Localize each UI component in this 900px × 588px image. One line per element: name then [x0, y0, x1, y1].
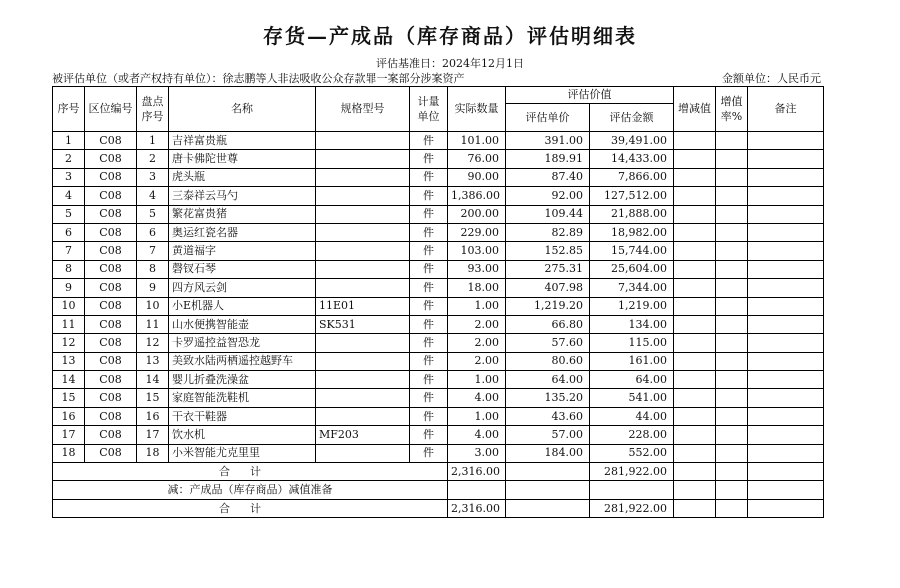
cell-unit: 件: [410, 132, 448, 150]
cell-spec: [316, 389, 410, 407]
inventory-table: [52, 86, 824, 518]
cell-rate: [716, 260, 748, 278]
cell-qty: 1.00: [448, 371, 506, 389]
header-spec: 规格型号: [316, 87, 410, 132]
cell-unit: 件: [410, 242, 448, 260]
cell-unit-price: 57.00: [506, 426, 590, 444]
cell-area-code: C08: [85, 168, 137, 186]
cell-qty: 76.00: [448, 150, 506, 168]
cell-increase: [674, 187, 716, 205]
cell-qty: 103.00: [448, 242, 506, 260]
cell-qty: 1,386.00: [448, 187, 506, 205]
cell-increase: [674, 260, 716, 278]
cell-seq: 6: [53, 223, 85, 241]
cell-area-code: C08: [85, 426, 137, 444]
cell-seq: 7: [53, 242, 85, 260]
header-amount: 评估金额: [590, 104, 674, 132]
cell-increase: [674, 205, 716, 223]
header-remark: 备注: [748, 87, 824, 132]
cell-rate: [716, 352, 748, 370]
cell-seq: 8: [53, 260, 85, 278]
cell-stock-seq: 15: [137, 389, 169, 407]
cell-unit-price: 275.31: [506, 260, 590, 278]
total-row: [53, 463, 824, 481]
cell-area-code: C08: [85, 132, 137, 150]
cell-amount: 134.00: [590, 315, 674, 333]
table-row: [53, 426, 824, 444]
cell-stock-seq: 13: [137, 352, 169, 370]
cell-seq: 13: [53, 352, 85, 370]
cell-rate: [716, 223, 748, 241]
cell-rate: [716, 371, 748, 389]
cell-remark: [748, 315, 824, 333]
cell-name: 美致水陆两栖遥控越野车: [169, 352, 316, 370]
cell-rate: [716, 444, 748, 462]
cell-unit: 件: [410, 260, 448, 278]
cell-unit: 件: [410, 205, 448, 223]
cell-stock-seq: 12: [137, 334, 169, 352]
cell-increase: [674, 444, 716, 462]
cell-increase: [674, 371, 716, 389]
cell-increase: [674, 297, 716, 315]
cell-remark: [748, 132, 824, 150]
cell-remark: [748, 389, 824, 407]
impairment-row: [53, 481, 824, 499]
cell-amount: 18,982.00: [590, 223, 674, 241]
cell-stock-seq: 3: [137, 168, 169, 186]
cell-stock-seq: 7: [137, 242, 169, 260]
cell-increase: [674, 407, 716, 425]
cell-spec: 11E01: [316, 297, 410, 315]
cell-area-code: C08: [85, 223, 137, 241]
cell-rate: [716, 297, 748, 315]
cell-remark: [748, 426, 824, 444]
cell-stock-seq: 9: [137, 279, 169, 297]
cell-seq: 3: [53, 168, 85, 186]
header-unit-price: 评估单价: [506, 104, 590, 132]
cell-stock-seq: 2: [137, 150, 169, 168]
cell-stock-seq: 17: [137, 426, 169, 444]
table-row: [53, 150, 824, 168]
header-value-group: 评估价值: [506, 87, 674, 104]
table-row: [53, 407, 824, 425]
cell-name: 婴儿折叠洗澡盆: [169, 371, 316, 389]
cell-amount: 25,604.00: [590, 260, 674, 278]
cell-area-code: C08: [85, 352, 137, 370]
cell-unit-price: 135.20: [506, 389, 590, 407]
cell-rate: [716, 334, 748, 352]
cell-rate: [716, 389, 748, 407]
cell-area-code: C08: [85, 315, 137, 333]
cell-unit-price: 64.00: [506, 371, 590, 389]
cell-increase: [674, 389, 716, 407]
cell-remark: [748, 260, 824, 278]
cell-area-code: C08: [85, 242, 137, 260]
cell-spec: [316, 168, 410, 186]
cell-area-code: C08: [85, 389, 137, 407]
cell-qty: 200.00: [448, 205, 506, 223]
cell-unit-price: 109.44: [506, 205, 590, 223]
cell-name: 三泰祥云马勺: [169, 187, 316, 205]
cell-rate: [716, 242, 748, 260]
cell-unit-price: 152.85: [506, 242, 590, 260]
table-row: [53, 371, 824, 389]
cell-unit-price: 43.60: [506, 407, 590, 425]
grand-total-label: 合计: [53, 499, 448, 517]
total-qty: 2,316.00: [448, 463, 506, 481]
table-row: [53, 444, 824, 462]
cell-seq: 15: [53, 389, 85, 407]
header-name: 名称: [169, 87, 316, 132]
cell-stock-seq: 10: [137, 297, 169, 315]
cell-unit-price: 80.60: [506, 352, 590, 370]
cell-remark: [748, 444, 824, 462]
table-row: [53, 205, 824, 223]
cell-spec: [316, 444, 410, 462]
cell-spec: [316, 352, 410, 370]
cell-seq: 4: [53, 187, 85, 205]
cell-increase: [674, 223, 716, 241]
currency-unit: 金额单位：人民币元: [722, 72, 821, 85]
cell-remark: [748, 279, 824, 297]
cell-unit: 件: [410, 352, 448, 370]
grand-total-row: [53, 499, 824, 517]
cell-unit: 件: [410, 150, 448, 168]
cell-amount: 115.00: [590, 334, 674, 352]
cell-seq: 2: [53, 150, 85, 168]
cell-area-code: C08: [85, 205, 137, 223]
cell-unit: 件: [410, 426, 448, 444]
cell-stock-seq: 5: [137, 205, 169, 223]
cell-qty: 4.00: [448, 426, 506, 444]
cell-area-code: C08: [85, 260, 137, 278]
cell-qty: 2.00: [448, 315, 506, 333]
table-row: [53, 389, 824, 407]
cell-remark: [748, 407, 824, 425]
table-row: [53, 297, 824, 315]
cell-stock-seq: 8: [137, 260, 169, 278]
cell-rate: [716, 205, 748, 223]
cell-spec: [316, 187, 410, 205]
table-row: [53, 334, 824, 352]
cell-increase: [674, 132, 716, 150]
cell-increase: [674, 426, 716, 444]
cell-unit-price: 92.00: [506, 187, 590, 205]
header-seq: 序号: [53, 87, 85, 132]
cell-unit-price: 1,219.20: [506, 297, 590, 315]
cell-unit: 件: [410, 279, 448, 297]
cell-amount: 21,888.00: [590, 205, 674, 223]
cell-area-code: C08: [85, 444, 137, 462]
cell-spec: [316, 132, 410, 150]
cell-name: 饮水机: [169, 426, 316, 444]
cell-qty: 4.00: [448, 389, 506, 407]
cell-qty: 101.00: [448, 132, 506, 150]
cell-remark: [748, 297, 824, 315]
header-qty: 实际数量: [448, 87, 506, 132]
cell-amount: 552.00: [590, 444, 674, 462]
cell-amount: 161.00: [590, 352, 674, 370]
header-unit: 计量单位: [410, 87, 448, 132]
table-row: [53, 279, 824, 297]
cell-amount: 44.00: [590, 407, 674, 425]
cell-unit-price: 391.00: [506, 132, 590, 150]
cell-seq: 1: [53, 132, 85, 150]
cell-area-code: C08: [85, 371, 137, 389]
grand-total-qty: 2,316.00: [448, 499, 506, 517]
cell-name: 奥运红瓷名器: [169, 223, 316, 241]
cell-increase: [674, 279, 716, 297]
cell-unit: 件: [410, 334, 448, 352]
header-rate: 增值率%: [716, 87, 748, 132]
cell-unit: 件: [410, 223, 448, 241]
cell-seq: 10: [53, 297, 85, 315]
cell-qty: 93.00: [448, 260, 506, 278]
cell-amount: 1,219.00: [590, 297, 674, 315]
cell-area-code: C08: [85, 407, 137, 425]
cell-rate: [716, 150, 748, 168]
cell-unit-price: 82.89: [506, 223, 590, 241]
cell-seq: 12: [53, 334, 85, 352]
cell-spec: [316, 242, 410, 260]
cell-name: 小米智能尤克里里: [169, 444, 316, 462]
cell-spec: [316, 205, 410, 223]
cell-name: 繁花富贵猪: [169, 205, 316, 223]
cell-rate: [716, 132, 748, 150]
cell-amount: 127,512.00: [590, 187, 674, 205]
cell-name: 四方风云剑: [169, 279, 316, 297]
cell-amount: 228.00: [590, 426, 674, 444]
cell-unit: 件: [410, 407, 448, 425]
cell-amount: 7,866.00: [590, 168, 674, 186]
cell-seq: 16: [53, 407, 85, 425]
cell-seq: 11: [53, 315, 85, 333]
cell-area-code: C08: [85, 279, 137, 297]
table-row: [53, 223, 824, 241]
cell-spec: [316, 279, 410, 297]
cell-rate: [716, 315, 748, 333]
cell-stock-seq: 6: [137, 223, 169, 241]
table-row: [53, 315, 824, 333]
cell-name: 磬钗石琴: [169, 260, 316, 278]
cell-seq: 14: [53, 371, 85, 389]
cell-name: 干衣干鞋器: [169, 407, 316, 425]
cell-qty: 2.00: [448, 352, 506, 370]
cell-unit: 件: [410, 389, 448, 407]
table-row: [53, 242, 824, 260]
grand-total-amount: 281,922.00: [590, 499, 674, 517]
cell-spec: [316, 407, 410, 425]
page-title: 存货—产成品（库存商品）评估明细表: [263, 24, 637, 48]
cell-increase: [674, 168, 716, 186]
cell-qty: 1.00: [448, 297, 506, 315]
cell-seq: 5: [53, 205, 85, 223]
cell-name: 吉祥富贵瓶: [169, 132, 316, 150]
cell-name: 卡罗遥控益智恐龙: [169, 334, 316, 352]
cell-area-code: C08: [85, 150, 137, 168]
cell-name: 黄道福字: [169, 242, 316, 260]
cell-name: 唐卡佛陀世尊: [169, 150, 316, 168]
cell-qty: 3.00: [448, 444, 506, 462]
cell-rate: [716, 187, 748, 205]
cell-rate: [716, 426, 748, 444]
cell-stock-seq: 11: [137, 315, 169, 333]
header-stock-seq: 盘点序号: [137, 87, 169, 132]
cell-spec: [316, 260, 410, 278]
cell-seq: 9: [53, 279, 85, 297]
cell-qty: 2.00: [448, 334, 506, 352]
cell-rate: [716, 279, 748, 297]
cell-remark: [748, 205, 824, 223]
cell-unit: 件: [410, 187, 448, 205]
cell-amount: 14,433.00: [590, 150, 674, 168]
cell-stock-seq: 14: [137, 371, 169, 389]
cell-spec: [316, 150, 410, 168]
cell-name: 家庭智能洗鞋机: [169, 389, 316, 407]
cell-area-code: C08: [85, 187, 137, 205]
cell-spec: MF203: [316, 426, 410, 444]
header-increase: 增减值: [674, 87, 716, 132]
cell-unit-price: 66.80: [506, 315, 590, 333]
cell-amount: 64.00: [590, 371, 674, 389]
cell-stock-seq: 18: [137, 444, 169, 462]
cell-remark: [748, 334, 824, 352]
cell-unit-price: 184.00: [506, 444, 590, 462]
cell-unit-price: 407.98: [506, 279, 590, 297]
cell-qty: 90.00: [448, 168, 506, 186]
cell-remark: [748, 352, 824, 370]
cell-spec: SK531: [316, 315, 410, 333]
cell-spec: [316, 371, 410, 389]
total-label: 合计: [53, 463, 448, 481]
cell-spec: [316, 223, 410, 241]
cell-increase: [674, 242, 716, 260]
cell-increase: [674, 334, 716, 352]
cell-unit: 件: [410, 315, 448, 333]
cell-increase: [674, 150, 716, 168]
impairment-label: 减：产成品（库存商品）减值准备: [53, 481, 448, 499]
cell-remark: [748, 223, 824, 241]
cell-unit-price: 57.60: [506, 334, 590, 352]
cell-qty: 18.00: [448, 279, 506, 297]
cell-unit-price: 87.40: [506, 168, 590, 186]
cell-stock-seq: 1: [137, 132, 169, 150]
cell-stock-seq: 16: [137, 407, 169, 425]
cell-amount: 15,744.00: [590, 242, 674, 260]
cell-unit: 件: [410, 168, 448, 186]
cell-remark: [748, 371, 824, 389]
cell-unit: 件: [410, 297, 448, 315]
cell-remark: [748, 168, 824, 186]
cell-amount: 541.00: [590, 389, 674, 407]
table-row: [53, 352, 824, 370]
total-amount: 281,922.00: [590, 463, 674, 481]
table-row: [53, 132, 824, 150]
cell-unit: 件: [410, 371, 448, 389]
entity-label: 被评估单位（或者产权持有单位）：徐志鹏等人非法吸收公众存款罪一案部分涉案资产: [52, 72, 465, 85]
header-area-code: 区位编号: [85, 87, 137, 132]
cell-unit: 件: [410, 444, 448, 462]
cell-increase: [674, 315, 716, 333]
cell-seq: 17: [53, 426, 85, 444]
table-row: [53, 187, 824, 205]
base-date: 评估基准日：2024年12月1日: [376, 57, 524, 70]
cell-area-code: C08: [85, 297, 137, 315]
cell-qty: 229.00: [448, 223, 506, 241]
cell-remark: [748, 242, 824, 260]
cell-remark: [748, 187, 824, 205]
cell-name: 小E机器人: [169, 297, 316, 315]
cell-rate: [716, 168, 748, 186]
cell-amount: 7,344.00: [590, 279, 674, 297]
cell-spec: [316, 334, 410, 352]
cell-rate: [716, 407, 748, 425]
cell-name: 虎头瓶: [169, 168, 316, 186]
cell-stock-seq: 4: [137, 187, 169, 205]
cell-amount: 39,491.00: [590, 132, 674, 150]
cell-name: 山水便携智能壶: [169, 315, 316, 333]
cell-seq: 18: [53, 444, 85, 462]
table-row: [53, 260, 824, 278]
cell-area-code: C08: [85, 334, 137, 352]
table-row: [53, 168, 824, 186]
cell-unit-price: 189.91: [506, 150, 590, 168]
cell-remark: [748, 150, 824, 168]
cell-qty: 1.00: [448, 407, 506, 425]
cell-increase: [674, 352, 716, 370]
